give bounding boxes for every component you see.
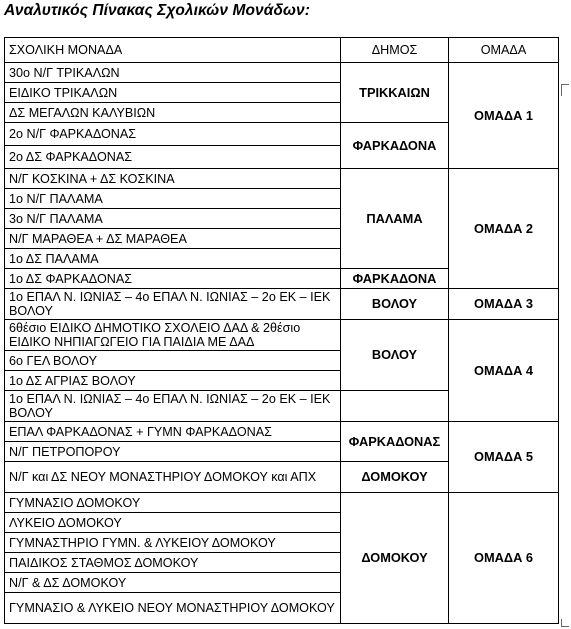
school-cell: ΠΑΙΔΙΚΟΣ ΣΤΑΘΜΟΣ ΔΟΜΟΚΟΥ: [5, 553, 341, 573]
group-cell: ΟΜΑΔΑ 4: [449, 320, 559, 422]
margin-marker: [561, 619, 569, 627]
page-title: Αναλυτικός Πίνακας Σχολικών Μονάδων:: [4, 2, 311, 19]
municipality-cell: ΠΑΛΑΜΑ: [341, 169, 449, 269]
municipality-cell: ΒΟΛΟΥ: [341, 320, 449, 391]
group-cell: ΟΜΑΔΑ 1: [449, 63, 559, 169]
table-row: [5, 169, 559, 189]
group-cell: ΟΜΑΔΑ 6: [449, 493, 559, 624]
school-cell: ΓΥΜΝΑΣΙΟ ΔΟΜΟΚΟΥ: [5, 493, 341, 513]
school-cell: ΕΙΔΙΚΟ ΤΡΙΚΑΛΩΝ: [5, 83, 341, 103]
header-school: ΣΧΟΛΙΚΗ ΜΟΝΑΔΑ: [5, 38, 341, 63]
school-cell: Ν/Γ ΚΟΣΚΙΝΑ + ΔΣ ΚΟΣΚΙΝΑ: [5, 169, 341, 189]
municipality-cell: ΤΡΙΚΚΑΙΩΝ: [341, 63, 449, 123]
school-cell: ΕΠΑΛ ΦΑΡΚΑΔΟΝΑΣ + ΓΥΜΝ ΦΑΡΚΑΔΟΝΑΣ: [5, 422, 341, 442]
municipality-cell: ΦΑΡΚΑΔΟΝΑ: [341, 269, 449, 289]
school-cell: 1ο ΔΣ ΦΑΡΚΑΔΟΝΑΣ: [5, 269, 341, 289]
school-cell: Ν/Γ ΠΕΤΡΟΠΟΡΟΥ: [5, 442, 341, 462]
municipality-cell: ΔΟΜΟΚΟΥ: [341, 493, 449, 624]
school-cell: 6ο ΓΕΛ ΒΟΛΟΥ: [5, 351, 341, 371]
margin-marker: [561, 84, 569, 96]
group-cell: ΟΜΑΔΑ 3: [449, 289, 559, 320]
school-cell: Ν/Γ & ΔΣ ΔΟΜΟΚΟΥ: [5, 573, 341, 593]
group-cell: ΟΜΑΔΑ 5: [449, 422, 559, 493]
table-row: [5, 493, 559, 513]
municipality-cell: ΒΟΛΟΥ: [341, 289, 449, 320]
school-cell: 1ο ΔΣ ΠΑΛΑΜΑ: [5, 249, 341, 269]
school-cell: 1ο ΔΣ ΑΓΡΙΑΣ ΒΟΛΟΥ: [5, 371, 341, 391]
school-cell: 30ο Ν/Γ ΤΡΙΚΑΛΩΝ: [5, 63, 341, 83]
table-row: [5, 320, 559, 351]
municipality-cell: ΔΟΜΟΚΟΥ: [341, 462, 449, 493]
school-cell: 2ο Ν/Γ ΦΑΡΚΑΔΟΝΑΣ: [5, 123, 341, 146]
table-header-row: [5, 38, 559, 63]
table-row: [5, 63, 559, 83]
school-cell: 1ο ΕΠΑΛ Ν. ΙΩΝΙΑΣ – 4ο ΕΠΑΛ Ν. ΙΩΝΙΑΣ – 2ο ΕΚ – ΙΕΚ ΒΟΛΟΥ: [5, 391, 341, 422]
school-cell: 1ο ΕΠΑΛ Ν. ΙΩΝΙΑΣ – 4ο ΕΠΑΛ Ν. ΙΩΝΙΑΣ – 2ο ΕΚ – ΙΕΚ ΒΟΛΟΥ: [5, 289, 341, 320]
school-cell: 2ο ΔΣ ΦΑΡΚΑΔΟΝΑΣ: [5, 146, 341, 169]
municipality-cell: ΦΑΡΚΑΔΟΝΑΣ: [341, 422, 449, 462]
school-cell: Ν/Γ ΜΑΡΑΘΕΑ + ΔΣ ΜΑΡΑΘΕΑ: [5, 229, 341, 249]
municipality-cell: ΦΑΡΚΑΔΟΝΑ: [341, 123, 449, 169]
school-cell: ΔΣ ΜΕΓΑΛΩΝ ΚΑΛΥΒΙΩΝ: [5, 103, 341, 123]
municipality-cell: [341, 391, 449, 422]
schools-table: [4, 37, 559, 624]
school-cell: ΓΥΜΝΑΣΙΟ & ΛΥΚΕΙΟ ΝΕΟΥ ΜΟΝΑΣΤΗΡΙΟΥ ΔΟΜΟΚΟΥ: [5, 593, 341, 624]
school-cell: 3ο Ν/Γ ΠΑΛΑΜΑ: [5, 209, 341, 229]
school-cell: 1ο Ν/Γ ΠΑΛΑΜΑ: [5, 189, 341, 209]
group-cell: ΟΜΑΔΑ 2: [449, 169, 559, 289]
school-cell: 6θέσιο ΕΙΔΙΚΟ ΔΗΜΟΤΙΚΟ ΣΧΟΛΕΙΟ ΔΑΔ & 2θέσιο ΕΙΔΙΚΟ ΝΗΠΙΑΓΩΓΕΙΟ ΓΙΑ ΠΑΙΔΙΑ ΜΕ ΔΑΔ: [5, 320, 341, 351]
header-municipality: ΔΗΜΟΣ: [341, 38, 449, 63]
school-cell: ΓΥΜΝΑΣΤΗΡΙΟ ΓΥΜΝ. & ΛΥΚΕΙΟΥ ΔΟΜΟΚΟΥ: [5, 533, 341, 553]
school-cell: Ν/Γ και ΔΣ ΝΕΟΥ ΜΟΝΑΣΤΗΡΙΟΥ ΔΟΜΟΚΟΥ και ΑΠΧ: [5, 462, 341, 493]
table-row: [5, 422, 559, 442]
header-group: ΟΜΑΔΑ: [449, 38, 559, 63]
table-row: [5, 289, 559, 320]
school-cell: ΛΥΚΕΙΟ ΔΟΜΟΚΟΥ: [5, 513, 341, 533]
